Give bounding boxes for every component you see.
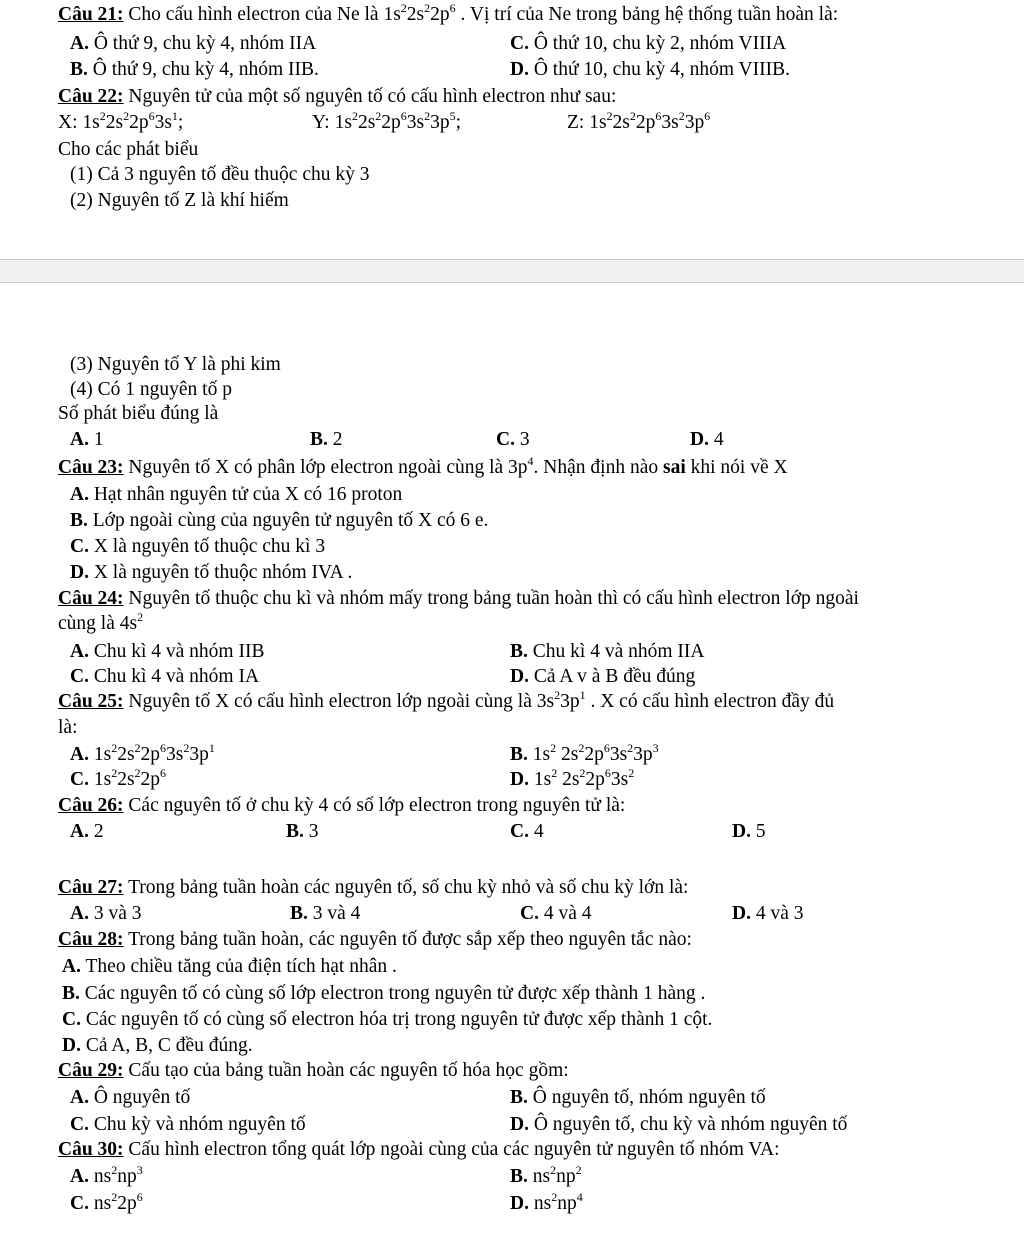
- question-label: Câu 21:: [58, 4, 124, 25]
- question-24-cont: cùng là $4s^2$: [58, 610, 144, 634]
- option-d: D. 5: [732, 821, 766, 842]
- option-d: D. X là nguyên tố thuộc nhóm IVA .: [70, 562, 353, 583]
- question-30: Câu 30: Cấu hình electron tổng quát lớp ngoài cùng của các nguyên tử nguyên tố nhóm VA:: [58, 1139, 780, 1160]
- option-d: D. Ô thứ 10, chu kỳ 4, nhóm VIIIB.: [510, 59, 790, 80]
- option-a: A. Chu kì 4 và nhóm IIB: [70, 641, 265, 662]
- question-24: Câu 24: Nguyên tố thuộc chu kì và nhóm mấy trong bảng tuần hoàn thì có cấu hình electron lớp ngoài: [58, 588, 859, 609]
- option-a: A. Ô thứ 9, chu kỳ 4, nhóm IIA: [70, 33, 317, 54]
- statement-4: (4) Có 1 nguyên tố p: [70, 379, 232, 400]
- option-c: C. Chu kì 4 và nhóm IA: [70, 666, 260, 687]
- question-28: Câu 28: Trong bảng tuần hoàn, các nguyên tố được sắp xếp theo nguyên tắc nào:: [58, 929, 692, 950]
- option-b: B. Ô nguyên tố, nhóm nguyên tố: [510, 1087, 766, 1108]
- option-a: A. Ô nguyên tố: [70, 1087, 191, 1108]
- option-a: A. $1s^22s^22p^63s^23p^1$: [70, 741, 215, 765]
- option-c: C. 3: [496, 429, 530, 450]
- option-c: C. Ô thứ 10, chu kỳ 2, nhóm VIIIA: [510, 33, 787, 54]
- option-a: A. Theo chiều tăng của điện tích hạt nhân .: [62, 956, 397, 977]
- option-a: A. $ns^2np^3$: [70, 1163, 143, 1187]
- option-b: B. 3: [286, 821, 319, 842]
- option-c: C. 4 và 4: [520, 903, 592, 924]
- question-25: Câu 25: Nguyên tố X có cấu hình electron lớp ngoài cùng là $3s^23p^1$ . X có cấu hình electron đầy đủ: [58, 688, 835, 712]
- option-b: B. 2: [310, 429, 343, 450]
- option-c: C. $1s^22s^22p^6$: [70, 766, 167, 790]
- option-b: B. $ns^2np^2$: [510, 1163, 582, 1187]
- option-b: B. Ô thứ 9, chu kỳ 4, nhóm IIB.: [70, 59, 319, 80]
- option-d: D. Cả A, B, C đều đúng.: [62, 1035, 253, 1056]
- option-d: D. Cả A v à B đều đúng: [510, 666, 696, 687]
- option-d: D. $ns^2np^4$: [510, 1190, 583, 1214]
- option-c: C. Chu kỳ và nhóm nguyên tố: [70, 1114, 306, 1135]
- option-d: D. 4 và 3: [732, 903, 804, 924]
- option-a: A. 2: [70, 821, 104, 842]
- option-a: A. 3 và 3: [70, 903, 142, 924]
- statement-3: (3) Nguyên tố Y là phi kim: [70, 354, 281, 375]
- config-y: Y: $1s^22s^22p^63s^23p^5$;: [312, 109, 462, 133]
- statement-ask: Số phát biểu đúng là: [58, 403, 219, 424]
- statement-2: (2) Nguyên tố Z là khí hiếm: [70, 190, 289, 211]
- option-d: D. $1s^2$ $2s^22p^63s^2$: [510, 766, 635, 790]
- question-text: Cho cấu hình electron của Ne là $1s^22s^22p^6$ . Vị trí của Ne trong bảng hệ thống tuần hoàn là:: [128, 1, 839, 25]
- question-22: Câu 22: Nguyên tử của một số nguyên tố có cấu hình electron như sau:: [58, 86, 617, 107]
- option-b: B. $1s^2$ $2s^22p^63s^23p^3$: [510, 741, 659, 765]
- option-c: C. $ns^22p^6$: [70, 1190, 143, 1214]
- option-c: C. X là nguyên tố thuộc chu kì 3: [70, 536, 326, 557]
- option-b: B. 3 và 4: [290, 903, 361, 924]
- question-27: Câu 27: Trong bảng tuần hoàn các nguyên tố, số chu kỳ nhỏ và số chu kỳ lớn là:: [58, 877, 689, 898]
- option-d: D. Ô nguyên tố, chu kỳ và nhóm nguyên tố: [510, 1114, 848, 1135]
- statement-1: (1) Cả 3 nguyên tố đều thuộc chu kỳ 3: [70, 164, 370, 185]
- config-z: Z: $1s^22s^22p^63s^23p^6$: [567, 109, 711, 133]
- option-d: D. 4: [690, 429, 724, 450]
- option-b: B. Lớp ngoài cùng của nguyên tử nguyên tố X có 6 e.: [70, 510, 489, 531]
- option-c: C. 4: [510, 821, 544, 842]
- page-break-band: [0, 259, 1024, 283]
- question-21: [58, 3, 838, 27]
- option-c: C. Các nguyên tố có cùng số electron hóa trị trong nguyên tử được xếp thành 1 cột.: [62, 1009, 713, 1030]
- statement-intro: Cho các phát biểu: [58, 139, 199, 160]
- option-b: B. Chu kì 4 và nhóm IIA: [510, 641, 705, 662]
- config-x: X: $1s^22s^22p^63s^1$;: [58, 109, 184, 133]
- option-a: A. 1: [70, 429, 104, 450]
- option-a: A. Hạt nhân nguyên tử của X có 16 proton: [70, 484, 403, 505]
- question-23: Câu 23: Nguyên tố X có phân lớp electron ngoài cùng là $3p^4$. Nhận định nào sai khi nói về X: [58, 454, 788, 478]
- question-26: Câu 26: Các nguyên tố ở chu kỳ 4 có số lớp electron trong nguyên tử là:: [58, 795, 626, 816]
- option-b: B. Các nguyên tố có cùng số lớp electron trong nguyên tử được xếp thành 1 hàng .: [62, 983, 706, 1004]
- question-29: Câu 29: Cấu tạo của bảng tuần hoàn các nguyên tố hóa học gồm:: [58, 1060, 569, 1081]
- question-25-cont: là:: [58, 717, 78, 738]
